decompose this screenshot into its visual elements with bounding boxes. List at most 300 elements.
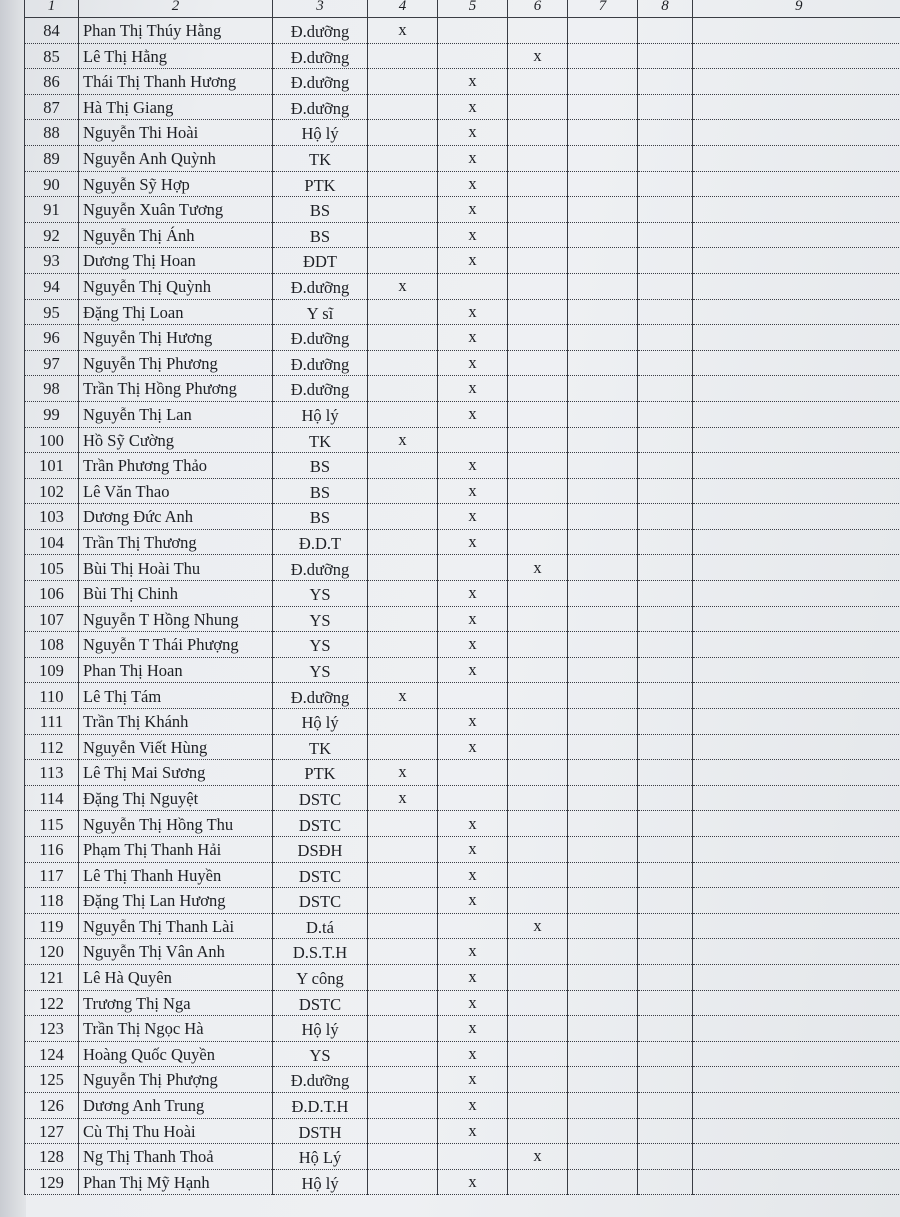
column-header: 5 [438, 0, 508, 18]
mark-col-6 [508, 145, 568, 171]
mark-col-9 [693, 1118, 900, 1144]
row-number: 93 [25, 248, 79, 274]
table-row [25, 1092, 900, 1118]
staff-position: YS [273, 606, 368, 632]
row-number: 96 [25, 325, 79, 351]
mark-col-8 [638, 632, 693, 658]
table-row [25, 18, 900, 44]
mark-col-5 [438, 760, 508, 786]
table-row [25, 811, 900, 837]
mark-col-7 [568, 529, 638, 555]
mark-col-9 [693, 273, 900, 299]
staff-position: YS [273, 581, 368, 607]
table-row [25, 69, 900, 95]
mark-col-7 [568, 504, 638, 530]
mark-col-7 [568, 453, 638, 479]
mark-col-4: x [368, 683, 438, 709]
mark-col-9 [693, 529, 900, 555]
mark-col-5: x [438, 529, 508, 555]
staff-position: Đ.dưỡng [273, 43, 368, 69]
mark-col-7 [568, 197, 638, 223]
table-row [25, 709, 900, 735]
table-row [25, 1067, 900, 1093]
table-row [25, 248, 900, 274]
mark-col-9 [693, 785, 900, 811]
staff-position: TK [273, 734, 368, 760]
row-number: 92 [25, 222, 79, 248]
mark-col-4 [368, 453, 438, 479]
mark-col-8 [638, 811, 693, 837]
mark-col-4 [368, 145, 438, 171]
staff-name: Dương Đức Anh [79, 504, 273, 530]
mark-col-5 [438, 555, 508, 581]
staff-table [24, 0, 900, 1195]
mark-col-4 [368, 1041, 438, 1067]
row-number: 123 [25, 1016, 79, 1042]
table-row [25, 913, 900, 939]
mark-col-9 [693, 94, 900, 120]
table-row [25, 657, 900, 683]
staff-name: Bùi Thị Chinh [79, 581, 273, 607]
mark-col-6 [508, 1041, 568, 1067]
staff-position: Đ.D.T [273, 529, 368, 555]
mark-col-7 [568, 18, 638, 44]
mark-col-4: x [368, 760, 438, 786]
mark-col-8 [638, 1067, 693, 1093]
table-row [25, 1169, 900, 1195]
mark-col-4 [368, 222, 438, 248]
table-row [25, 299, 900, 325]
staff-name: Trần Thị Thương [79, 529, 273, 555]
mark-col-6 [508, 504, 568, 530]
column-number-row [25, 0, 900, 18]
table-row [25, 939, 900, 965]
mark-col-4 [368, 197, 438, 223]
row-number: 101 [25, 453, 79, 479]
staff-name: Hà Thị Giang [79, 94, 273, 120]
staff-name: Thái Thị Thanh Hương [79, 69, 273, 95]
mark-col-5: x [438, 1016, 508, 1042]
mark-col-7 [568, 1169, 638, 1195]
staff-position: DSTC [273, 811, 368, 837]
staff-position: D.S.T.H [273, 939, 368, 965]
table-row [25, 606, 900, 632]
staff-position: PTK [273, 760, 368, 786]
mark-col-9 [693, 862, 900, 888]
mark-col-9 [693, 325, 900, 351]
row-number: 126 [25, 1092, 79, 1118]
staff-position: YS [273, 1041, 368, 1067]
row-number: 125 [25, 1067, 79, 1093]
mark-col-6: x [508, 913, 568, 939]
mark-col-6 [508, 990, 568, 1016]
staff-name: Lê Hà Quyên [79, 964, 273, 990]
mark-col-4 [368, 43, 438, 69]
mark-col-7 [568, 1144, 638, 1170]
mark-col-6 [508, 222, 568, 248]
mark-col-4 [368, 376, 438, 402]
mark-col-8 [638, 453, 693, 479]
table-row [25, 504, 900, 530]
mark-col-9 [693, 478, 900, 504]
mark-col-8 [638, 862, 693, 888]
table-row [25, 888, 900, 914]
mark-col-8 [638, 760, 693, 786]
table-row [25, 401, 900, 427]
mark-col-9 [693, 43, 900, 69]
mark-col-4 [368, 862, 438, 888]
staff-name: Hoàng Quốc Quyền [79, 1041, 273, 1067]
row-number: 124 [25, 1041, 79, 1067]
mark-col-4 [368, 1144, 438, 1170]
column-header: 1 [25, 0, 79, 18]
mark-col-5 [438, 273, 508, 299]
mark-col-7 [568, 43, 638, 69]
mark-col-4 [368, 990, 438, 1016]
mark-col-9 [693, 350, 900, 376]
row-number: 106 [25, 581, 79, 607]
mark-col-7 [568, 1016, 638, 1042]
table-row [25, 273, 900, 299]
mark-col-6 [508, 888, 568, 914]
mark-col-4 [368, 964, 438, 990]
mark-col-8 [638, 657, 693, 683]
mark-col-8 [638, 273, 693, 299]
staff-name: Trần Phương Thảo [79, 453, 273, 479]
mark-col-8 [638, 504, 693, 530]
mark-col-9 [693, 222, 900, 248]
staff-name: Phan Thị Hoan [79, 657, 273, 683]
mark-col-8 [638, 529, 693, 555]
mark-col-8 [638, 555, 693, 581]
column-header: 9 [693, 0, 900, 18]
mark-col-4 [368, 248, 438, 274]
row-number: 87 [25, 94, 79, 120]
mark-col-6 [508, 478, 568, 504]
table-row [25, 94, 900, 120]
staff-position: D.tá [273, 913, 368, 939]
mark-col-6 [508, 94, 568, 120]
mark-col-8 [638, 913, 693, 939]
staff-position: Đ.dưỡng [273, 1067, 368, 1093]
row-number: 102 [25, 478, 79, 504]
mark-col-4 [368, 811, 438, 837]
row-number: 99 [25, 401, 79, 427]
mark-col-8 [638, 1169, 693, 1195]
staff-name: Trần Thị Hồng Phương [79, 376, 273, 402]
mark-col-6 [508, 1067, 568, 1093]
table-row [25, 1118, 900, 1144]
staff-name: Nguyễn Thị Phương [79, 350, 273, 376]
mark-col-7 [568, 913, 638, 939]
mark-col-5: x [438, 939, 508, 965]
mark-col-9 [693, 69, 900, 95]
row-number: 127 [25, 1118, 79, 1144]
mark-col-8 [638, 478, 693, 504]
table-row [25, 785, 900, 811]
mark-col-7 [568, 709, 638, 735]
mark-col-8 [638, 581, 693, 607]
mark-col-7 [568, 299, 638, 325]
mark-col-7 [568, 94, 638, 120]
mark-col-8 [638, 1041, 693, 1067]
mark-col-8 [638, 248, 693, 274]
staff-name: Nguyễn Thị Quỳnh [79, 273, 273, 299]
mark-col-8 [638, 1016, 693, 1042]
mark-col-7 [568, 811, 638, 837]
staff-name: Trương Thị Nga [79, 990, 273, 1016]
mark-col-7 [568, 222, 638, 248]
mark-col-7 [568, 632, 638, 658]
row-number: 116 [25, 837, 79, 863]
table-row [25, 734, 900, 760]
staff-position: Đ.dưỡng [273, 683, 368, 709]
table-row [25, 1041, 900, 1067]
mark-col-7 [568, 427, 638, 453]
mark-col-9 [693, 171, 900, 197]
mark-col-5: x [438, 1169, 508, 1195]
table-row [25, 120, 900, 146]
mark-col-4 [368, 69, 438, 95]
mark-col-7 [568, 581, 638, 607]
row-number: 107 [25, 606, 79, 632]
mark-col-6 [508, 325, 568, 351]
staff-name: Dương Thị Hoan [79, 248, 273, 274]
mark-col-7 [568, 145, 638, 171]
mark-col-4: x [368, 18, 438, 44]
mark-col-4 [368, 581, 438, 607]
row-number: 90 [25, 171, 79, 197]
row-number: 100 [25, 427, 79, 453]
mark-col-9 [693, 453, 900, 479]
mark-col-9 [693, 1144, 900, 1170]
row-number: 105 [25, 555, 79, 581]
mark-col-9 [693, 1169, 900, 1195]
staff-name: Đặng Thị Loan [79, 299, 273, 325]
staff-position: DSTC [273, 990, 368, 1016]
mark-col-9 [693, 555, 900, 581]
mark-col-6 [508, 811, 568, 837]
mark-col-5: x [438, 990, 508, 1016]
mark-col-8 [638, 606, 693, 632]
mark-col-7 [568, 1041, 638, 1067]
mark-col-4 [368, 171, 438, 197]
mark-col-7 [568, 1067, 638, 1093]
mark-col-7 [568, 1118, 638, 1144]
mark-col-6 [508, 273, 568, 299]
mark-col-5: x [438, 248, 508, 274]
mark-col-4 [368, 888, 438, 914]
page-shadow [0, 0, 26, 1217]
staff-name: Nguyễn Thị Lan [79, 401, 273, 427]
row-number: 129 [25, 1169, 79, 1195]
staff-position: Đ.dưỡng [273, 350, 368, 376]
mark-col-8 [638, 197, 693, 223]
mark-col-8 [638, 1092, 693, 1118]
mark-col-9 [693, 683, 900, 709]
staff-name: Nguyễn T Thái Phượng [79, 632, 273, 658]
staff-name: Nguyễn Thị Thanh Lài [79, 913, 273, 939]
mark-col-9 [693, 990, 900, 1016]
row-number: 103 [25, 504, 79, 530]
mark-col-6 [508, 862, 568, 888]
row-number: 117 [25, 862, 79, 888]
row-number: 111 [25, 709, 79, 735]
mark-col-5: x [438, 862, 508, 888]
mark-col-8 [638, 785, 693, 811]
mark-col-7 [568, 120, 638, 146]
mark-col-7 [568, 862, 638, 888]
mark-col-5: x [438, 1092, 508, 1118]
mark-col-5 [438, 683, 508, 709]
table-row [25, 1016, 900, 1042]
mark-col-9 [693, 248, 900, 274]
mark-col-8 [638, 734, 693, 760]
table-row [25, 837, 900, 863]
staff-name: Ng Thị Thanh Thoả [79, 1144, 273, 1170]
mark-col-6 [508, 401, 568, 427]
mark-col-4 [368, 939, 438, 965]
mark-col-6 [508, 939, 568, 965]
mark-col-9 [693, 606, 900, 632]
mark-col-9 [693, 888, 900, 914]
mark-col-6 [508, 18, 568, 44]
table-body [25, 18, 900, 1195]
mark-col-5 [438, 785, 508, 811]
mark-col-5 [438, 18, 508, 44]
staff-name: Nguyễn Sỹ Hợp [79, 171, 273, 197]
mark-col-5: x [438, 504, 508, 530]
column-header: 4 [368, 0, 438, 18]
staff-name: Nguyễn Thị Hương [79, 325, 273, 351]
mark-col-6 [508, 1092, 568, 1118]
mark-col-8 [638, 43, 693, 69]
column-header: 8 [638, 0, 693, 18]
mark-col-9 [693, 1092, 900, 1118]
mark-col-4 [368, 913, 438, 939]
staff-position: YS [273, 657, 368, 683]
staff-name: Dương Anh Trung [79, 1092, 273, 1118]
mark-col-9 [693, 709, 900, 735]
row-number: 118 [25, 888, 79, 914]
row-number: 98 [25, 376, 79, 402]
mark-col-8 [638, 990, 693, 1016]
staff-name: Bùi Thị Hoài Thu [79, 555, 273, 581]
staff-name: Lê Thị Hằng [79, 43, 273, 69]
mark-col-8 [638, 837, 693, 863]
mark-col-6 [508, 683, 568, 709]
mark-col-4 [368, 1092, 438, 1118]
staff-position: Đ.dưỡng [273, 325, 368, 351]
staff-name: Đặng Thị Nguyệt [79, 785, 273, 811]
mark-col-5: x [438, 299, 508, 325]
mark-col-7 [568, 69, 638, 95]
staff-position: BS [273, 222, 368, 248]
mark-col-6 [508, 171, 568, 197]
mark-col-5: x [438, 94, 508, 120]
mark-col-9 [693, 299, 900, 325]
row-number: 108 [25, 632, 79, 658]
mark-col-9 [693, 18, 900, 44]
mark-col-4 [368, 1016, 438, 1042]
mark-col-4 [368, 837, 438, 863]
mark-col-8 [638, 94, 693, 120]
mark-col-5: x [438, 1118, 508, 1144]
mark-col-4 [368, 529, 438, 555]
mark-col-9 [693, 964, 900, 990]
mark-col-6 [508, 248, 568, 274]
mark-col-7 [568, 1092, 638, 1118]
staff-position: DSTH [273, 1118, 368, 1144]
mark-col-7 [568, 248, 638, 274]
table-row [25, 376, 900, 402]
staff-name: Nguyễn Thị Hồng Thu [79, 811, 273, 837]
mark-col-5: x [438, 222, 508, 248]
row-number: 86 [25, 69, 79, 95]
mark-col-6 [508, 427, 568, 453]
staff-position: BS [273, 504, 368, 530]
mark-col-9 [693, 581, 900, 607]
mark-col-6 [508, 529, 568, 555]
mark-col-8 [638, 350, 693, 376]
table-row [25, 171, 900, 197]
staff-position: Hộ lý [273, 1016, 368, 1042]
mark-col-5: x [438, 657, 508, 683]
mark-col-6 [508, 197, 568, 223]
table-row [25, 43, 900, 69]
mark-col-9 [693, 734, 900, 760]
staff-name: Cù Thị Thu Hoài [79, 1118, 273, 1144]
column-header: 7 [568, 0, 638, 18]
mark-col-7 [568, 325, 638, 351]
table-row [25, 529, 900, 555]
mark-col-6 [508, 734, 568, 760]
staff-name: Nguyễn Xuân Tương [79, 197, 273, 223]
staff-position: Đ.dưỡng [273, 273, 368, 299]
table-row [25, 478, 900, 504]
row-number: 94 [25, 273, 79, 299]
mark-col-5: x [438, 350, 508, 376]
mark-col-9 [693, 1067, 900, 1093]
table-row [25, 555, 900, 581]
mark-col-7 [568, 350, 638, 376]
staff-name: Đặng Thị Lan Hương [79, 888, 273, 914]
staff-name: Nguyễn Thị Ánh [79, 222, 273, 248]
mark-col-8 [638, 145, 693, 171]
mark-col-8 [638, 939, 693, 965]
mark-col-8 [638, 1118, 693, 1144]
staff-position: Đ.dưỡng [273, 18, 368, 44]
mark-col-5: x [438, 478, 508, 504]
mark-col-5: x [438, 1067, 508, 1093]
staff-name: Lê Thị Mai Sương [79, 760, 273, 786]
table-row [25, 325, 900, 351]
mark-col-8 [638, 888, 693, 914]
mark-col-6 [508, 120, 568, 146]
mark-col-6 [508, 657, 568, 683]
staff-position: BS [273, 478, 368, 504]
row-number: 113 [25, 760, 79, 786]
table-row [25, 350, 900, 376]
mark-col-4 [368, 401, 438, 427]
staff-position: BS [273, 453, 368, 479]
mark-col-6 [508, 785, 568, 811]
row-number: 85 [25, 43, 79, 69]
row-number: 115 [25, 811, 79, 837]
table-row [25, 632, 900, 658]
staff-position: Y sĩ [273, 299, 368, 325]
mark-col-8 [638, 69, 693, 95]
